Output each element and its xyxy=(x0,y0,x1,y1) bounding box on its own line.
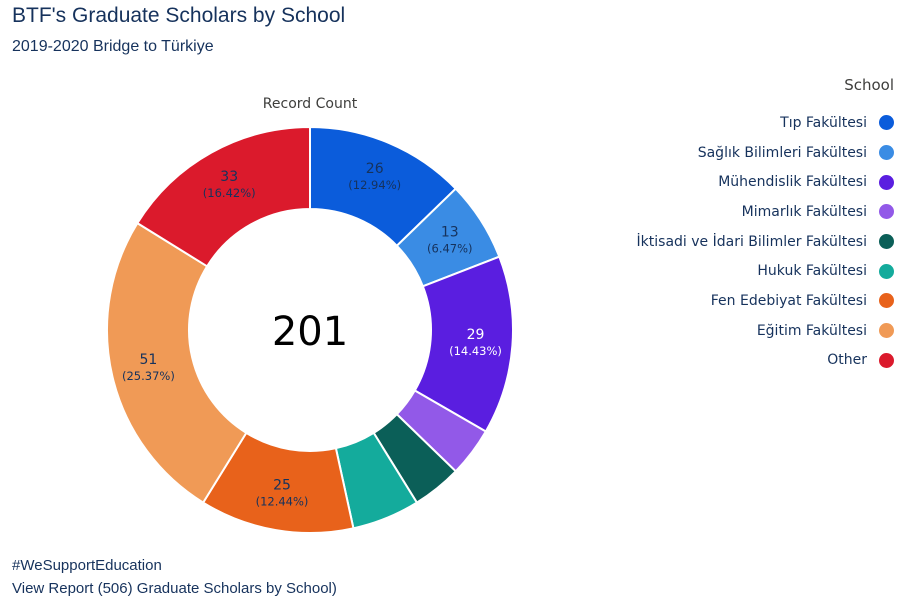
legend-item[interactable] xyxy=(637,316,894,346)
slice-value-label: 33 xyxy=(220,168,239,185)
legend-title: School xyxy=(844,76,894,94)
slice-value-label: 25 xyxy=(273,477,291,494)
legend-swatch-icon xyxy=(879,353,894,368)
slice-percent-label: (12.44%) xyxy=(255,494,309,509)
slice-value-label: 51 xyxy=(139,352,158,369)
legend-swatch-icon xyxy=(879,264,894,279)
legend-item[interactable] xyxy=(637,167,894,197)
legend-label: Mühendislik Fakültesi xyxy=(718,174,867,191)
legend-label: Sağlık Bilimleri Fakültesi xyxy=(697,144,867,161)
legend-swatch-icon xyxy=(879,175,894,190)
legend-label: Eğitim Fakültesi xyxy=(756,322,867,339)
legend-swatch-icon xyxy=(879,293,894,308)
legend-swatch-icon xyxy=(879,234,894,249)
legend-swatch-icon xyxy=(879,145,894,160)
donut-total: 201 xyxy=(271,309,349,355)
legend-item[interactable] xyxy=(637,346,894,376)
legend-swatch-icon xyxy=(879,115,894,130)
legend-item[interactable] xyxy=(637,108,894,138)
chart-subtitle: 2019-2020 Bridge to Türkiye xyxy=(12,38,214,55)
slice-percent-label: (25.37%) xyxy=(121,369,175,384)
legend-item[interactable] xyxy=(637,138,894,168)
legend-swatch-icon xyxy=(879,204,894,219)
legend xyxy=(637,108,894,375)
legend-item[interactable] xyxy=(637,197,894,227)
hashtag-text: #WeSupportEducation xyxy=(12,557,162,574)
slice-percent-label: (12.94%) xyxy=(348,178,402,193)
legend-label: İktisadi ve İdari Bilimler Fakültesi xyxy=(636,233,867,250)
legend-item[interactable] xyxy=(637,256,894,286)
slice-percent-label: (14.43%) xyxy=(449,343,502,358)
slice-value-label: 13 xyxy=(440,224,459,241)
slice-value-label: 26 xyxy=(365,161,384,178)
legend-label: Hukuk Fakültesi xyxy=(757,263,867,280)
legend-label: Tıp Fakültesi xyxy=(780,114,867,131)
view-report-link[interactable]: View Report (506) Graduate Scholars by School) xyxy=(12,580,337,597)
slice-percent-label: (16.42%) xyxy=(202,185,256,200)
legend-label: Fen Edebiyat Fakültesi xyxy=(710,292,867,309)
legend-swatch-icon xyxy=(879,323,894,338)
legend-item[interactable] xyxy=(637,227,894,257)
legend-item[interactable] xyxy=(637,286,894,316)
legend-label: Mimarlık Fakültesi xyxy=(741,203,867,220)
measure-label: Record Count xyxy=(262,96,358,112)
donut-slice[interactable] xyxy=(107,223,246,502)
slice-value-label: 29 xyxy=(466,326,485,343)
slice-percent-label: (6.47%) xyxy=(427,241,473,256)
chart-title: BTF's Graduate Scholars by School xyxy=(12,4,346,27)
legend-label: Other xyxy=(827,352,867,369)
